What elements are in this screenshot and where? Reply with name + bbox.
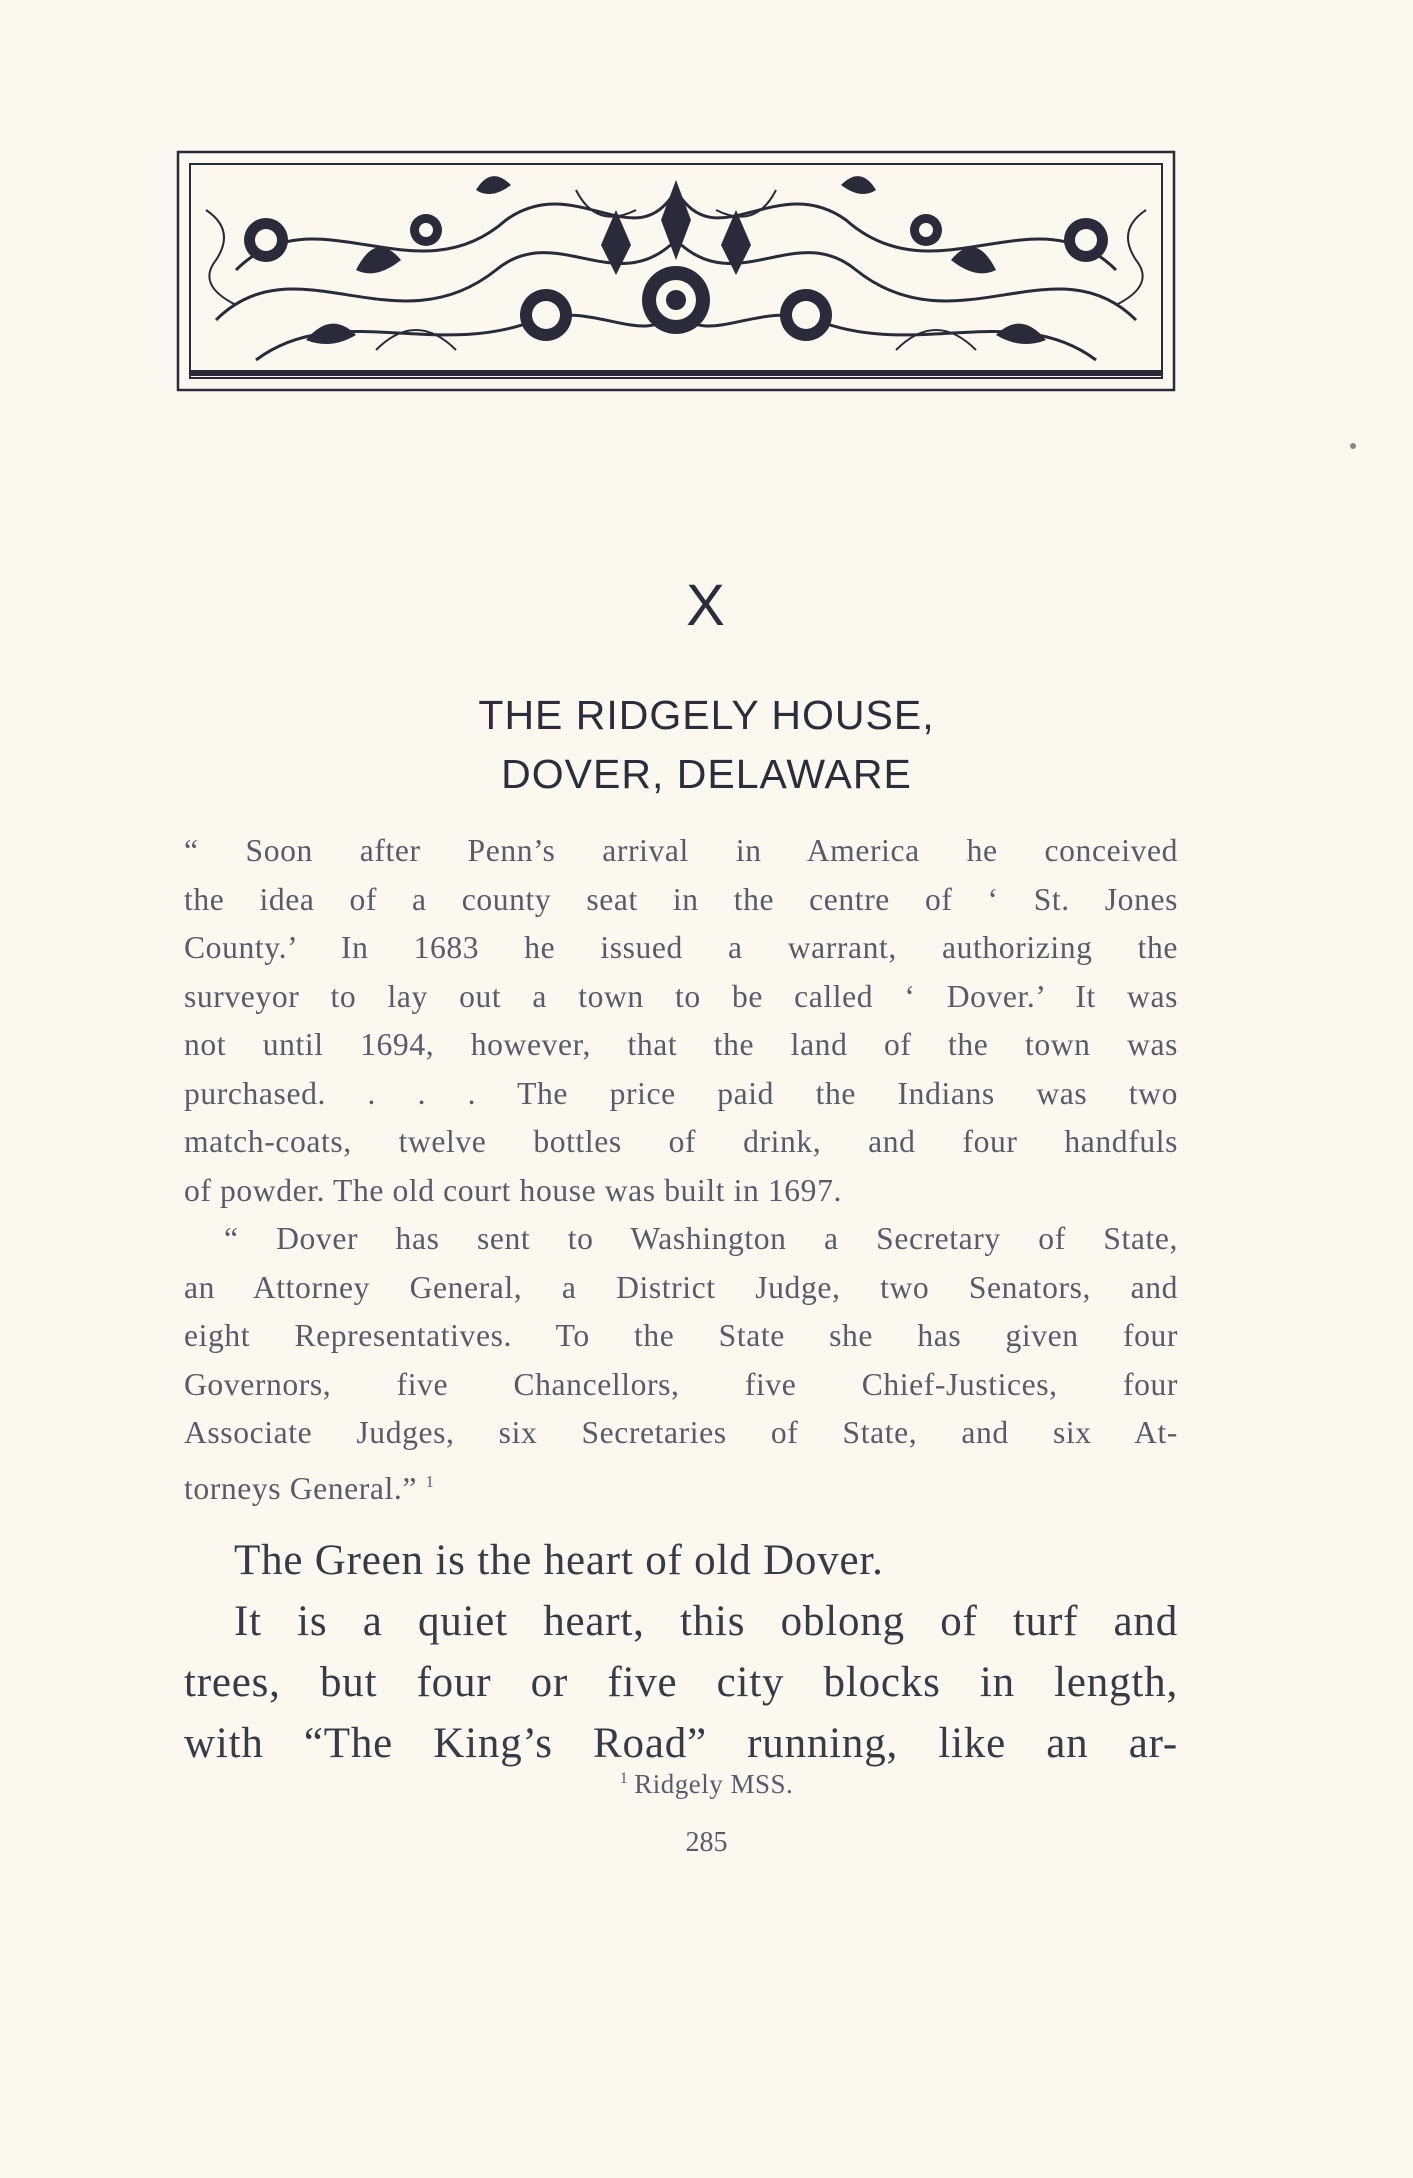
chapter-title bbox=[0, 686, 1413, 804]
quote-line: torneys General.” bbox=[184, 1470, 418, 1506]
quote-line: surveyor to lay out a town to be called ‘ Dover.’ It was bbox=[184, 978, 1178, 1014]
body-line: The Green is the heart of old Dover. bbox=[234, 1537, 884, 1584]
quote-line: the idea of a county seat in the centre of ‘ St. Jones bbox=[184, 881, 1178, 917]
quote-paragraph bbox=[184, 1215, 1178, 1513]
ornamental-headpiece-icon bbox=[176, 150, 1176, 392]
page-number: 285 bbox=[685, 1827, 728, 1858]
body-line: with “The King’s Road” running, like an ar- bbox=[184, 1720, 1178, 1767]
quote-line: “ Soon after Penn’s arrival in America he conceived bbox=[184, 833, 1178, 868]
chapter-title-line: DOVER, DELAWARE bbox=[501, 751, 912, 797]
footnote-reference: 1 bbox=[425, 1471, 435, 1491]
quote-line: Governors, five Chancellors, five Chief-Justices, four bbox=[184, 1366, 1178, 1402]
epigraph-quote bbox=[184, 827, 1178, 1513]
footnote-text: Ridgely MSS. bbox=[634, 1769, 794, 1799]
quote-line: not until 1694, however, that the land of the town was bbox=[184, 1027, 1178, 1062]
quote-line: eight Representatives. To the State she has given four bbox=[184, 1318, 1178, 1353]
quote-line: purchased. . . . The price paid the Indians was two bbox=[184, 1075, 1178, 1111]
quote-line: “ Dover has sent to Washington a Secretary of State, bbox=[224, 1221, 1178, 1256]
paper-spot bbox=[1350, 443, 1356, 449]
quote-last-line bbox=[184, 1458, 1178, 1514]
body-line: trees, but four or five city blocks in length, bbox=[184, 1659, 1178, 1706]
footnote-marker: 1 bbox=[619, 1770, 629, 1787]
quote-line: Associate Judges, six Secretaries of State, and six At- bbox=[184, 1415, 1178, 1450]
footnote bbox=[0, 1769, 1413, 1800]
quote-line: of powder. The old court house was built in 1697. bbox=[184, 1172, 842, 1208]
quote-line: match-coats, twelve bottles of drink, and four handfuls bbox=[184, 1124, 1178, 1159]
quote-line: an Attorney General, a District Judge, two Senators, and bbox=[184, 1269, 1178, 1305]
body-text bbox=[184, 1530, 1178, 1774]
body-line: It is a quiet heart, this oblong of turf and bbox=[234, 1598, 1178, 1645]
chapter-number: X bbox=[686, 573, 727, 638]
quote-paragraph bbox=[184, 827, 1178, 1215]
chapter-title-line: THE RIDGELY HOUSE, bbox=[478, 692, 935, 738]
quote-line: County.’ In 1683 he issued a warrant, authorizing the bbox=[184, 930, 1178, 965]
